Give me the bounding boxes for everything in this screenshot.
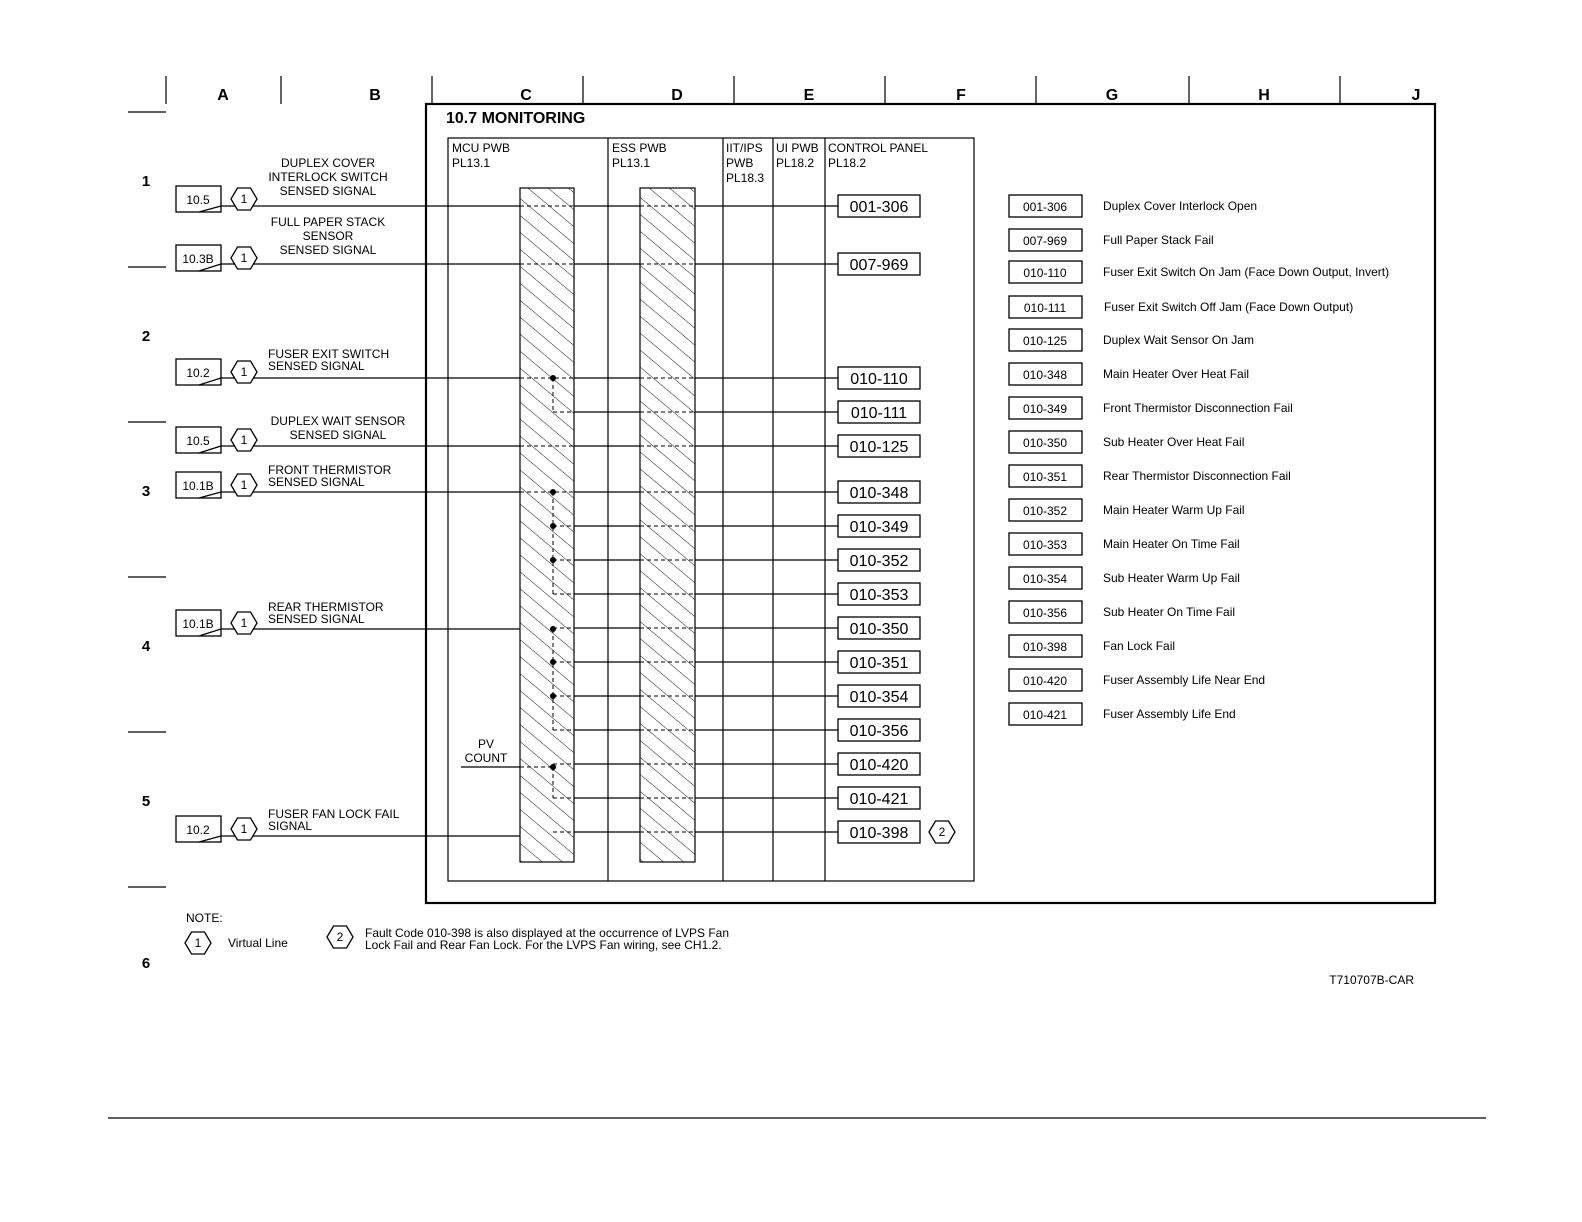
panel-code-text: 010-421 [849,791,909,808]
input-label: SENSED SIGNAL [289,428,387,442]
panel-code [838,753,920,775]
row-label-2: 2 [141,328,151,345]
virtual-line-marker [231,818,257,840]
column-label-j: J [1411,87,1421,104]
fault-code-list [1009,195,1389,725]
note-2-marker [929,821,955,843]
fault-list-item [1009,431,1244,453]
fault-code: 010-354 [1022,572,1068,586]
input-signal [176,463,392,498]
virtual-line-marker [231,188,257,210]
fault-list-item [1009,601,1235,623]
input-label: DUPLEX COVER [280,156,376,170]
panel-code [838,481,920,503]
fault-list-item [1009,261,1389,283]
panel-code [838,583,920,605]
input-signal [176,600,384,636]
input-signal [176,156,388,212]
junction-dot [550,375,556,381]
ui-pwb-name: UI PWB [776,141,819,155]
input-signal [176,215,385,271]
panel-code-text: 010-111 [850,405,908,422]
fault-list-item [1009,465,1291,487]
note-heading: NOTE: [186,911,223,925]
fault-list-item [1009,397,1293,419]
panel-code-text: 001-306 [849,199,909,216]
panel-code [838,685,920,707]
mcu-hatched-block [520,188,574,862]
input-signal [176,807,400,842]
panel-code-text: 010-350 [849,621,909,638]
diagram-frame [426,104,1435,903]
junction-dot [550,523,556,529]
column-label-f: F [956,87,966,104]
svg-text:1: 1 [194,936,202,950]
fault-description: Rear Thermistor Disconnection Fail [1103,469,1291,483]
svg-text:1: 1 [240,478,248,492]
fault-code: 010-111 [1023,301,1067,315]
junction-dot [550,659,556,665]
fault-code: 010-125 [1022,334,1068,348]
note-item [185,932,288,954]
panel-code [838,253,920,275]
input-ref: 10.2 [186,823,210,837]
fault-description: Sub Heater On Time Fail [1103,605,1236,619]
panel-code-text: 010-353 [849,587,909,604]
fault-list-item [1009,296,1353,318]
row-label-3: 3 [141,483,151,500]
mcu-pwb-name: MCU PWB [452,141,510,155]
input-signals [176,156,406,842]
panel-code [838,549,920,571]
input-label: INTERLOCK SWITCH [268,170,388,184]
fault-description: Fuser Exit Switch Off Jam (Face Down Output) [1104,300,1354,314]
note-text: Virtual Line [228,936,288,950]
panel-code-text: 010-110 [850,371,908,388]
column-label-d: D [671,87,683,104]
svg-text:1: 1 [240,433,248,447]
fault-code: 010-348 [1022,368,1068,382]
virtual-line-marker [231,429,257,451]
input-ref: 10.5 [186,193,210,207]
row-label-1: 1 [141,173,151,190]
ess-pwb-name: ESS PWB [612,141,667,155]
fault-description: Fan Lock Fail [1103,639,1176,653]
input-label: REAR THERMISTOR [268,600,384,614]
fault-code: 010-356 [1022,606,1068,620]
column-label-e: E [803,87,815,104]
fault-list-item [1009,499,1245,521]
panel-code-text: 010-351 [849,655,909,672]
input-ref: 10.5 [186,434,210,448]
panel-code-text: 010-348 [849,485,909,502]
mcu-pwb-ref: PL13.1 [452,156,491,170]
fault-description: Fuser Assembly Life Near End [1103,673,1266,687]
panel-code [838,401,920,423]
fault-list-item [1009,363,1249,385]
column-label-c: C [520,87,532,104]
panel-code-text: 010-349 [849,519,909,536]
input-ref: 10.1B [182,617,214,631]
svg-text:2: 2 [938,825,946,839]
note-marker [327,926,353,948]
input-label: FUSER FAN LOCK FAIL [268,807,400,821]
fault-description: Main Heater Warm Up Fail [1103,503,1245,517]
pv-count-line1: PV [477,737,495,751]
row-label-5: 5 [141,793,151,810]
drawing-id: T710707B-CAR [1329,973,1414,987]
input-label: SENSED SIGNAL [268,612,365,626]
note-text: Fault Code 010-398 is also displayed at the occurrence of LVPS Fan [365,926,729,940]
fault-list-item [1009,669,1265,691]
svg-text:1: 1 [240,616,248,630]
virtual-line-marker [231,474,257,496]
panel-code [838,651,920,673]
fault-description: Full Paper Stack Fail [1103,233,1214,247]
input-ref: 10.3B [182,252,214,266]
column-ruler [166,76,1420,104]
column-label-h: H [1258,87,1270,104]
panel-code-text: 010-398 [849,825,909,842]
diagram-title: 10.7 MONITORING [446,110,586,127]
panel-code [838,367,920,389]
note-item [327,926,729,952]
control-panel-codes [838,195,955,843]
input-label: SENSED SIGNAL [279,243,377,257]
junction-dot [550,764,556,770]
panel-code-text: 010-125 [849,439,909,456]
input-signal [176,414,406,453]
note-text: Lock Fail and Rear Fan Lock. For the LVPS Fan wiring, see CH1.2. [365,938,722,952]
column-label-a: A [217,87,229,104]
fault-list-item [1009,229,1214,251]
input-ref: 10.2 [186,366,210,380]
ui-pwb-ref: PL18.2 [776,156,815,170]
panel-code [838,617,920,639]
panel-code-text: 010-356 [849,723,909,740]
pv-count-line2: COUNT [464,751,508,765]
panel-code [838,515,920,537]
virtual-line-marker [231,612,257,634]
fault-description: Sub Heater Warm Up Fail [1103,571,1240,585]
ess-pwb-ref: PL13.1 [612,156,651,170]
input-label: SENSED SIGNAL [268,359,365,373]
row-ruler [128,112,166,972]
input-label: SENSED SIGNAL [279,184,377,198]
junction-dot [550,626,556,632]
input-label: FRONT THERMISTOR [268,463,392,477]
fault-list-item [1009,195,1257,217]
junction-dot [550,489,556,495]
signal-wires [199,206,838,836]
panel-code [838,719,920,741]
column-label-g: G [1105,87,1119,104]
input-label: FUSER EXIT SWITCH [268,347,390,361]
panel-code [838,787,920,809]
fault-list-item [1009,533,1240,555]
pv-count [461,737,520,767]
svg-text:1: 1 [240,365,248,379]
iit-ips-pwb-name: IIT/IPS PWB [726,141,763,170]
ess-hatched-block [640,188,695,862]
fault-code: 010-420 [1022,674,1068,688]
fault-code: 007-969 [1022,234,1068,248]
control-panel-ref: PL18.2 [828,156,867,170]
fault-description: Sub Heater Over Heat Fail [1103,435,1245,449]
panel-code-text: 007-969 [849,257,909,274]
svg-text:1: 1 [240,251,248,265]
svg-text:1: 1 [240,192,248,206]
fault-code: 001-306 [1022,200,1068,214]
fault-code: 010-349 [1022,402,1068,416]
fault-code: 010-353 [1022,538,1068,552]
input-label: SIGNAL [268,819,313,833]
panel-code-text: 010-352 [849,553,909,570]
column-label-b: B [369,87,381,104]
input-label: FULL PAPER STACK [270,215,386,229]
fault-description: Front Thermistor Disconnection Fail [1103,401,1293,415]
fault-code: 010-350 [1022,436,1068,450]
fault-description: Duplex Wait Sensor On Jam [1103,333,1254,347]
fault-list-item [1009,635,1175,657]
panel-code-text: 010-354 [849,689,909,706]
fault-description: Duplex Cover Interlock Open [1103,199,1258,213]
panel-code [838,821,920,843]
input-label: SENSED SIGNAL [268,475,365,489]
virtual-line-marker [231,247,257,269]
fault-code: 010-421 [1022,708,1068,722]
row-label-6: 6 [141,955,151,972]
iit-ips-pwb-ref: PL18.3 [726,171,765,185]
fault-code: 010-110 [1023,266,1067,280]
panel-code [838,195,920,217]
panel-code-text: 010-420 [849,757,909,774]
control-panel-name: CONTROL PANEL [828,141,929,155]
fault-description: Fuser Exit Switch On Jam (Face Down Output, Invert) [1103,265,1390,279]
svg-text:2: 2 [336,930,344,944]
fault-code: 010-352 [1022,504,1068,518]
fault-description: Fuser Assembly Life End [1103,707,1236,721]
fault-list-item [1009,329,1254,351]
fault-code: 010-398 [1022,640,1068,654]
input-ref: 10.1B [182,479,214,493]
input-signal [176,347,389,385]
svg-text:1: 1 [240,822,248,836]
junction-dot [550,557,556,563]
row-label-4: 4 [141,638,151,655]
input-label: DUPLEX WAIT SENSOR [270,414,406,428]
fault-list-item [1009,703,1236,725]
fault-list-item [1009,567,1240,589]
fault-description: Main Heater Over Heat Fail [1103,367,1250,381]
junction-dot [550,693,556,699]
input-label: SENSOR [302,229,354,243]
panel-code [838,435,920,457]
notes [185,911,729,954]
note-marker [185,932,211,954]
virtual-line-marker [231,361,257,383]
fault-code: 010-351 [1022,470,1068,484]
fault-description: Main Heater On Time Fail [1103,537,1240,551]
